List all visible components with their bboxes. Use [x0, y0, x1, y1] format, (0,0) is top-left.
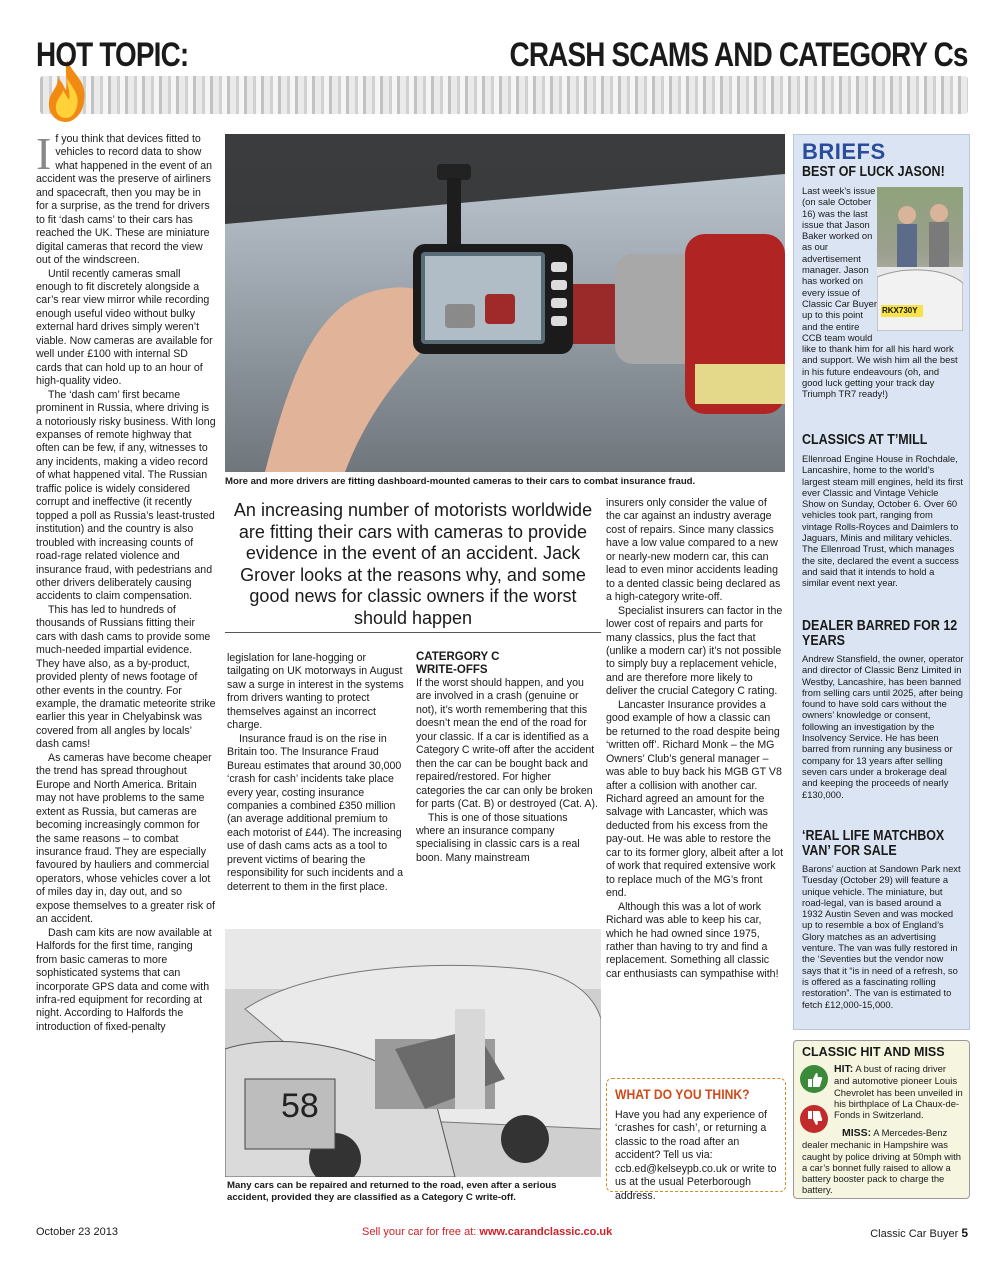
brief-body: Andrew Stansfield, the owner, operator and director of Classic Benz Limited in Westby, Lancashire, has been banned from selling cars until 2025, after being found to have sold cars without the owners’ knowledge or consent, following an investigation by the Insolvency Service. He has been barred from running any business or company for 13 years after selling seven cars under a brokerage deal and keeping the proceeds of nearly £130,000.	[802, 653, 964, 800]
paragraph: The ‘dash cam’ first became prominent in Russia, where driving is a notoriously risky business. With long expanses of remote highway that often can be few, if any, witnesses to any incidents, making a video record of what happened vital. The Russian traffic police is widely considered corrupt and ineffective (it recently topped a poll as Russia’s least-trusted institution) and the country is also troubled with increasing counts of road-rage related violence and insurance fraud, with pedestrians and other drivers deliberately causing accidents to claim compensation.	[36, 388, 216, 603]
paragraph: As cameras have become cheaper the trend has spread throughout Europe and North America. Britain may not have problems to the same extent as Russia, but cameras are becoming increasingly common for the same reasons – to combat insurance fraud. They are especially favoured by hauliers and commercial operators, whose vehicles cover a lot of miles day in, day out, and so expose themselves to a greater risk of an accident.	[36, 751, 216, 926]
hit-and-miss-box	[793, 1040, 970, 1199]
brief-body: Barons’ auction at Sandown Park next Tuesday (October 29) will feature a unique vehicle. The miniature, but road-legal, van is based around a 1932 Austin Seven and was mocked up to resemble a box of England’s Glory matches as an advertising venture. The van was fully restored in the ‘Seventies but the vendor now says that it “is in need of a refresh, so is offered as a fascinating rolling restoration”. The van is estimated to fetch £12,000-15,000.	[802, 863, 961, 1010]
tyre-tread-banner	[40, 76, 968, 114]
paragraph: Specialist insurers can factor in the lower cost of repairs and parts for many classics, plus the fact that (unlike a modern car) it’s not possible to simply buy a replacement vehicle, and are therefore more likely to deliver the crucial Category C rating.	[606, 604, 783, 698]
paragraph: Until recently cameras small enough to fit discretely alongside a car’s rear view mirror while recording enough useful video without bulky external hard drives simply weren’t viable. Now cameras are available for well under £100 with internal SD cards that can hold up to an hour of high-quality video.	[36, 267, 213, 388]
box-body: Have you had any experience of ‘crashes for cash’, or returning a classic to the road after an accident? Tell us via: ccb.ed@kelseypb.co.uk or write to us at the usual Peterborough address.	[615, 1109, 777, 1202]
paragraph: Although this was a lot of work Richard was able to keep his car, which he had owned since 1975, rather than having to try and find a replacement. Something all classic car enthusiasts can sympathise with!	[606, 900, 779, 980]
box-title: WHAT DO YOU THINK?	[615, 1087, 750, 1102]
miss-label: MISS:	[842, 1127, 872, 1139]
page-title: CRASH SCAMS AND CATEGORY Cs	[509, 36, 968, 74]
article-column-3	[416, 651, 598, 865]
brief-headline-text: ‘REAL LIFE MATCHBOX VAN’ FOR SALE	[802, 828, 945, 859]
article-column-2	[227, 652, 407, 894]
photo-caption: More and more drivers are fitting dashboard-mounted cameras to their cars to combat insurance fraud.	[225, 476, 696, 487]
hit-body: A bust of racing driver and automotive pioneer Louis Chevrolet has been unveiled in his birthplace of La Chaux-de-Fonds in Switzerland.	[834, 1063, 963, 1121]
standfirst: An increasing number of motorists worldwide are fitting their cars with cameras to provide evidence in the event of an accident. Jack Grover looks at the reasons why, and some good news for classic owners if the worst should happen	[233, 500, 593, 628]
divider	[225, 632, 601, 633]
article-column-1	[36, 128, 216, 1034]
brief-body: Ellenroad Engine House in Rochdale, Lancashire, home to the world’s largest steam mill engines, held its first ever Classic and Vintage Vehicle Show on Sunday, October 6. Over 60 vehicles took part, ranging from vintage Rolls-Royces and Daimlers to Jaguars, Minis and military vehicles. The Ellenroad Trust, which manages the site, declared the event a success and said that it intends to hold a similar event next year.	[802, 453, 964, 589]
what-do-you-think-box	[606, 1078, 786, 1202]
subheading: CATERGORY C WRITE-OFFS	[416, 651, 500, 676]
issue-date: October 23 2013	[36, 1226, 118, 1238]
paragraph: If the worst should happen, and you are involved in a crash (genuine or not), it’s worth remembering that this doesn’t mean the end of the road for your classic. If a car is identified as a Category C write-off after the accident then the car can be bought back and repaired/restored. For higher categories the car can only be broken for parts (Cat. B) or destroyed (Cat. A).	[416, 677, 598, 811]
paragraph: This has led to hundreds of thousands of Russians fitting their cars with dash cams to provide some much-needed impartial evidence. They have also, as a by-product, provided plenty of news footage of other events in the country. For example, the dramatic meteorite strike earlier this year in Chelyabinsk was covered from all angles by locals’ dash cams!	[36, 603, 216, 751]
briefs-sidebar	[793, 134, 970, 1030]
brief-headline	[802, 619, 965, 649]
paragraph: Dash cam kits are now available at Halfords for the first time, ranging from basic cameras to more sophisticated systems that can incorporate GPS data and come with infra-red equipment for recording at night. According to Halfords the introduction of fixed-penalty	[36, 926, 212, 1033]
brief-body-wrap	[802, 185, 962, 400]
car-number-plate: 58	[281, 1087, 319, 1125]
paragraph: Lancaster Insurance provides a good example of how a classic can be returned to the road despite being ‘written off’. Richard Monk – the MG Owners’ Club’s general manager – was able to buy back his MGB GT V8 after a collision with another car. Richard agreed an amount for the salvage with Lancaster, which was deducted from his excess from the pay-out. He was able to restore the car to its former glory, albeit after a lot of work that required extensive work to replace much of the MG’s front end.	[606, 698, 784, 900]
hit-text	[834, 1063, 964, 1120]
photo-caption: Many cars can be repaired and returned to the road, even after a serious accident, provided they are classified as a Category C write-off.	[227, 1180, 557, 1203]
hit-label: HIT:	[834, 1063, 854, 1075]
crash-photo	[225, 929, 601, 1177]
brief-headline-text: DEALER BARRED FOR 12 YEARS	[802, 618, 958, 649]
promo-text: Sell your car for free at:	[362, 1226, 480, 1238]
magazine-footer	[870, 1226, 968, 1240]
paragraph: This is one of those situations where an insurance company specialising in classic cars is a real boon. Many mainstream	[416, 811, 580, 864]
brief-headline: CLASSICS AT T’MILL	[802, 432, 928, 448]
thumbs-up-icon	[800, 1065, 828, 1093]
magazine-name: Classic Car Buyer	[870, 1228, 959, 1240]
brief-headline: BEST OF LUCK JASON!	[802, 164, 945, 180]
miss-text	[802, 1127, 964, 1196]
paragraph: insurers only consider the value of the car against an industry average cost of repairs. Since many classics have a low value compared to a new or nearly-new modern car, this can lead to even minor accidents leading to a dented classic being declared as a high-category write-off.	[606, 497, 781, 604]
brief-body: Last week’s issue (on sale October 16) was the last issue that Jason Baker worked on as our advertisement manager. Jason has worked on every issue of Classic Car Buyer up to this point and the entire CCB team would like to thank him for all his hard work and support. We wish him all the best in his future endeavours (oh, and good luck getting your track day Triumph TR7 ready!)	[802, 185, 958, 400]
number-plate: RKX730Y	[882, 306, 918, 315]
paragraph: legislation for lane-hogging or tailgating on UK motorways in August saw a surge in interest in the systems from drivers wanting to protect themselves against an incorrect charge.	[227, 652, 404, 732]
article-column-4	[606, 497, 784, 981]
paragraph: f you think that devices fitted to vehicles to record data to show what happened in the event of an accident was the preserve of airliners and spacecraft, then you may be in for a surprise, as the trend for drivers to fit ‘dash cams’ to their cars has reached the UK. These are miniature digital cameras that record the view out of the windscreen.	[36, 133, 213, 267]
promo-line	[362, 1226, 612, 1238]
hot-topic-label: HOT TOPIC:	[36, 36, 189, 74]
page-number: 5	[961, 1226, 968, 1240]
briefs-title: BRIEFS	[802, 139, 886, 164]
paragraph: Insurance fraud is on the rise in Britain too. The Insurance Fraud Bureau estimates that around 30,000 ‘crash for cash’ incidents take place every year, costing insurance companies a combined £350 million (an average additional premium to each motorist of £44). The increasing use of dash cams acts as a tool to prevent victims of bearing the responsibility for such incidents and a deterrent to them in the first place.	[227, 732, 404, 893]
drop-cap: I	[36, 128, 52, 179]
dash-cam-photo	[225, 134, 785, 472]
hit-miss-title: CLASSIC HIT AND MISS	[802, 1045, 945, 1059]
brief-headline	[802, 829, 965, 859]
promo-link[interactable]: www.carandclassic.co.uk	[479, 1226, 613, 1238]
miss-body: A Mercedes-Benz dealer mechanic in Hampshire was caught by police driving at 50mph with a car’s bonnet fully raised to allow a battery booster pack to charge the battery.	[802, 1127, 961, 1196]
